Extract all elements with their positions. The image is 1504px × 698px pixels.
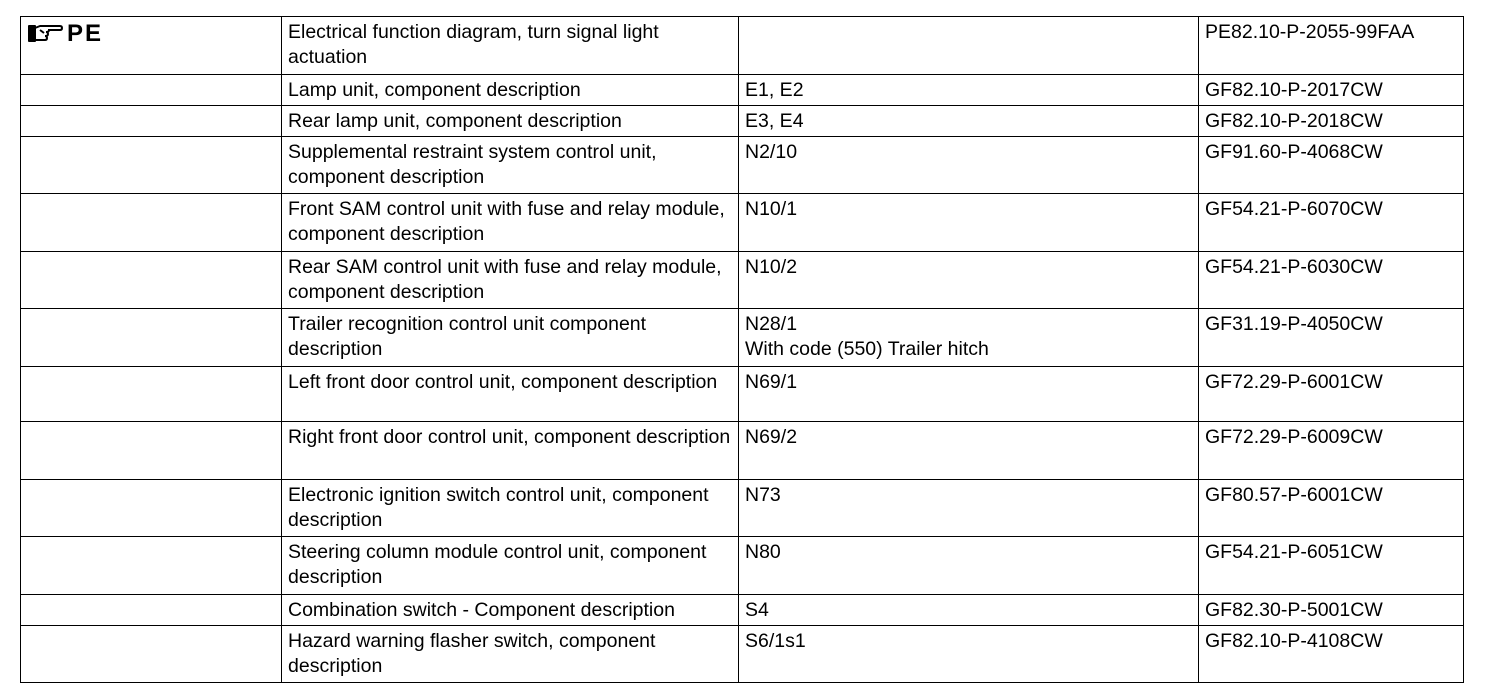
marker-cell <box>21 17 282 75</box>
empty-cell <box>21 194 282 252</box>
row-document-link[interactable]: GF31.19-P-4050CW <box>1199 309 1464 367</box>
table-row <box>21 309 1464 367</box>
table-row <box>21 137 1464 194</box>
row-description: Lamp unit, component description <box>282 75 739 106</box>
row-description: Right front door control unit, component description <box>282 422 739 480</box>
row-designation: E1, E2 <box>739 75 1199 106</box>
row-description: Supplemental restraint system control unit, component description <box>282 137 739 194</box>
row-designation: S6/1s1 <box>739 626 1199 683</box>
empty-cell <box>21 252 282 309</box>
row-designation: S4 <box>739 595 1199 626</box>
empty-cell <box>21 626 282 683</box>
row-document-link[interactable]: GF72.29-P-6001CW <box>1199 367 1464 422</box>
row-document-link[interactable]: GF82.10-P-4108CW <box>1199 626 1464 683</box>
empty-cell <box>21 137 282 194</box>
row-description: Combination switch - Component description <box>282 595 739 626</box>
pe-label: PE <box>67 19 104 47</box>
pointing-hand-icon <box>27 21 63 45</box>
designation-code: N28/1 <box>745 313 798 335</box>
row-document-link[interactable]: GF54.21-P-6070CW <box>1199 194 1464 252</box>
row-description: Hazard warning flasher switch, component description <box>282 626 739 683</box>
empty-cell <box>21 480 282 537</box>
table-row <box>21 252 1464 309</box>
table-row <box>21 106 1464 137</box>
row-description: Rear lamp unit, component description <box>282 106 739 137</box>
empty-cell <box>21 106 282 137</box>
row-description: Steering column module control unit, component description <box>282 537 739 595</box>
empty-cell <box>21 367 282 422</box>
row-document-link[interactable]: GF82.10-P-2017CW <box>1199 75 1464 106</box>
row-designation: N69/2 <box>739 422 1199 480</box>
table-row <box>21 480 1464 537</box>
row-description: Left front door control unit, component description <box>282 367 739 422</box>
row-document-link[interactable]: GF82.30-P-5001CW <box>1199 595 1464 626</box>
row-designation: N2/10 <box>739 137 1199 194</box>
table-row <box>21 626 1464 683</box>
row-document-link[interactable]: GF82.10-P-2018CW <box>1199 106 1464 137</box>
row-description: Trailer recognition control unit component description <box>282 309 739 367</box>
empty-cell <box>21 75 282 106</box>
header-designation <box>739 17 1199 75</box>
row-document-link[interactable]: GF91.60-P-4068CW <box>1199 137 1464 194</box>
empty-cell <box>21 309 282 367</box>
header-document-link[interactable]: PE82.10-P-2055-99FAA <box>1199 17 1464 75</box>
header-description: Electrical function diagram, turn signal light actuation <box>282 17 739 75</box>
header-row <box>21 17 1464 75</box>
row-designation: N80 <box>739 537 1199 595</box>
row-designation: N73 <box>739 480 1199 537</box>
empty-cell <box>21 422 282 480</box>
row-designation: N10/2 <box>739 252 1199 309</box>
empty-cell <box>21 595 282 626</box>
row-description: Rear SAM control unit with fuse and relay module, component description <box>282 252 739 309</box>
table-row <box>21 537 1464 595</box>
row-document-link[interactable]: GF80.57-P-6001CW <box>1199 480 1464 537</box>
table-row <box>21 595 1464 626</box>
row-designation: N10/1 <box>739 194 1199 252</box>
row-designation: E3, E4 <box>739 106 1199 137</box>
table-row <box>21 194 1464 252</box>
component-reference-table <box>20 16 1464 683</box>
designation-note: With code (550) Trailer hitch <box>745 338 989 360</box>
pe-marker <box>27 20 275 46</box>
row-document-link[interactable]: GF54.21-P-6030CW <box>1199 252 1464 309</box>
row-designation: N69/1 <box>739 367 1199 422</box>
table-row <box>21 367 1464 422</box>
empty-cell <box>21 537 282 595</box>
row-description: Electronic ignition switch control unit, component description <box>282 480 739 537</box>
table-row <box>21 422 1464 480</box>
table-row <box>21 75 1464 106</box>
row-designation <box>739 309 1199 367</box>
row-description: Front SAM control unit with fuse and relay module, component description <box>282 194 739 252</box>
row-document-link[interactable]: GF72.29-P-6009CW <box>1199 422 1464 480</box>
row-document-link[interactable]: GF54.21-P-6051CW <box>1199 537 1464 595</box>
